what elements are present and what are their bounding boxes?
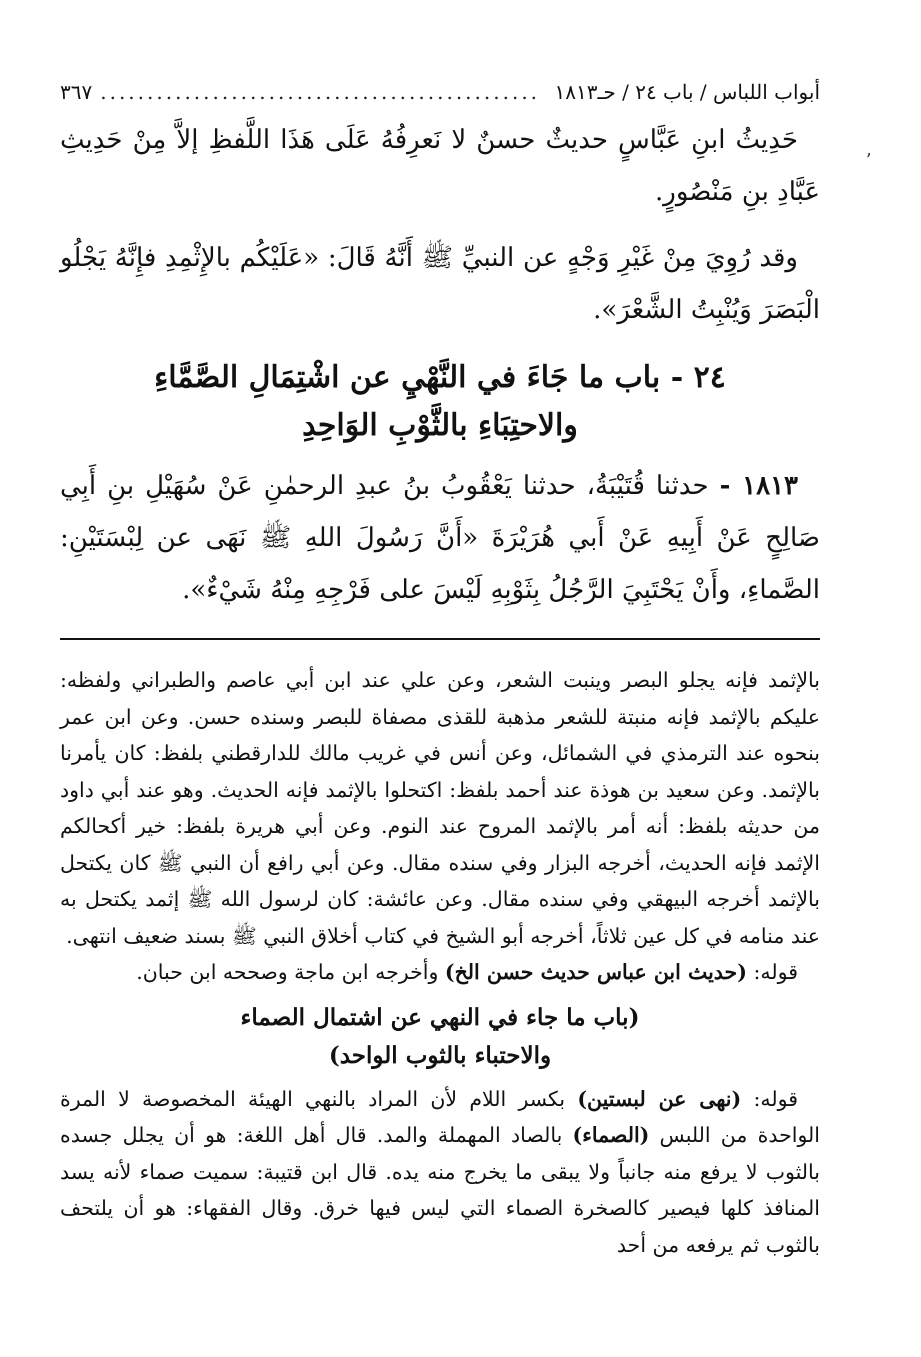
commentary-paragraph-3 bbox=[60, 1081, 820, 1264]
commentary-section bbox=[60, 662, 820, 1263]
chapter-heading bbox=[60, 354, 820, 450]
hadith-block bbox=[60, 460, 820, 616]
leader-dots: ............................................... bbox=[100, 80, 541, 104]
commentary-3-mid: بكسر اللام لأن المراد بالنهي الهيئة المخصوصة لا المرة الواحدة من اللبس bbox=[60, 1086, 820, 1147]
main-paragraph-2: وقد رُوِيَ مِنْ غَيْرِ وَجْهٍ عن النبيِّ ﷺ أَنَّهُ قَالَ: «عَلَيْكُم بالإِثْمِدِ فإِنَّهُ يَجْلُو الْبَصَرَ وَيُنْبِتُ الشَّعْرَ». bbox=[60, 243, 820, 325]
chapter-heading-line-2: والاحتِبَاءِ بالثَّوْبِ الوَاحِدِ bbox=[302, 408, 578, 443]
main-paragraph-1: حَدِيثُ ابنِ عَبَّاسٍ حديثٌ حسنٌ لا نَعرِفُهُ عَلَى هَذَا اللَّفظِ إلاَّ مِنْ حَدِيثِ عَبَّادِ بنِ مَنْصُورٍ. bbox=[60, 125, 820, 207]
commentary-2-prefix: قوله: bbox=[746, 960, 798, 984]
margin-mark: ʼ bbox=[865, 150, 871, 171]
book-page bbox=[60, 80, 820, 1263]
commentary-heading-line-2: والاحتباء بالثوب الواحد) bbox=[328, 1041, 552, 1069]
running-title: أبواب اللباس / باب ٢٤ / حـ١٨١٣ bbox=[554, 80, 820, 104]
hadith-text: حدثنا قُتَيْبَةُ، حدثنا يَعْقُوبُ بنُ عبدِ الرحمٰنِ عَنْ سُهَيْلِ بنِ أَبِي صَالِحٍ عَنْ أَبِيهِ عَنْ أَبي هُرَيْرَةَ «أَنَّ رَسُولَ اللهِ ﷺ نَهَى عن لِبْسَتَيْنِ: الصَّماءِ، وأَنْ يَحْتَبِيَ الرَّجُلُ بِثَوْبِهِ لَيْسَ على فَرْجِهِ مِنْهُ شَيْءٌ». bbox=[60, 471, 820, 605]
hadith-number: ١٨١٣ - bbox=[719, 471, 798, 501]
main-text bbox=[60, 114, 820, 336]
commentary-3-prefix: قوله: bbox=[741, 1086, 798, 1111]
commentary-3-quote-2: (الصماء) bbox=[572, 1123, 650, 1147]
hadith-paragraph bbox=[60, 460, 820, 616]
footnote-divider bbox=[60, 638, 820, 640]
commentary-paragraph-2 bbox=[60, 954, 820, 991]
commentary-2-rest: وأخرجه ابن ماجة وصححه ابن حبان. bbox=[136, 960, 445, 984]
page-number: ٣٦٧ bbox=[60, 80, 93, 104]
commentary-paragraph-1: بالإثمد فإنه يجلو البصر وينبت الشعر، وعن علي عند ابن أبي عاصم والطبراني ولفظه: عليكم بالإثمد فإنه منبتة للشعر مذهبة للقذى مصفاة للبصر وسنده حسن. وعن ابن عمر بنحوه عند الترمذي في الشمائل، وعن أنس في غريب مالك للدارقطني بلفظ: كان يأمرنا بالإثمد. وعن سعيد بن هوذة عند أحمد بلفظ: اكتحلوا بالإثمد فإنه الحديث. وهو عند أبي داود من حديثه بلفظ: أنه أمر بالإثمد المروح عند النوم. وعن أبي هريرة بلفظ: خير أكحالكم الإثمد فإنه الحديث، أخرجه البزار وفي سنده مقال. وعن أبي رافع أن النبي ﷺ كان يكتحل بالإثمد أخرجه البيهقي وفي سنده مقال. وعن عائشة: كان لرسول الله ﷺ إثمد يكتحل به عند منامه في كل عين ثلاثاً، أخرجه أبو الشيخ في كتاب أخلاق النبي ﷺ بسند ضعيف انتهى. bbox=[60, 668, 821, 948]
chapter-heading-line-1: ٢٤ - باب ما جَاءَ في النَّهْيِ عن اشْتِمَالِ الصَّمَّاءِ bbox=[154, 360, 726, 395]
commentary-3-quote-1: (نهى عن لبستين) bbox=[577, 1086, 742, 1111]
commentary-chapter-heading bbox=[60, 999, 820, 1075]
commentary-heading-line-1: (باب ما جاء في النهي عن اشتمال الصماء bbox=[240, 1003, 640, 1031]
running-header bbox=[60, 80, 820, 114]
commentary-2-quote: (حديث ابن عباس حديث حسن الخ) bbox=[444, 960, 747, 984]
commentary-3-rest: بالصاد المهملة والمد. قال أهل اللغة: هو أن يجلل جسده بالثوب لا يرفع منه جانباً ولا يبقى ما يخرج منه يده. قال ابن قتيبة: سميت صماء لأنه يسد المنافذ كلها فيصير كالصخرة الصماء التي ليس فيها خرق. وقال الفقهاء: هو أن يلتحف بالثوب ثم يرفعه من أحد bbox=[60, 1123, 820, 1257]
